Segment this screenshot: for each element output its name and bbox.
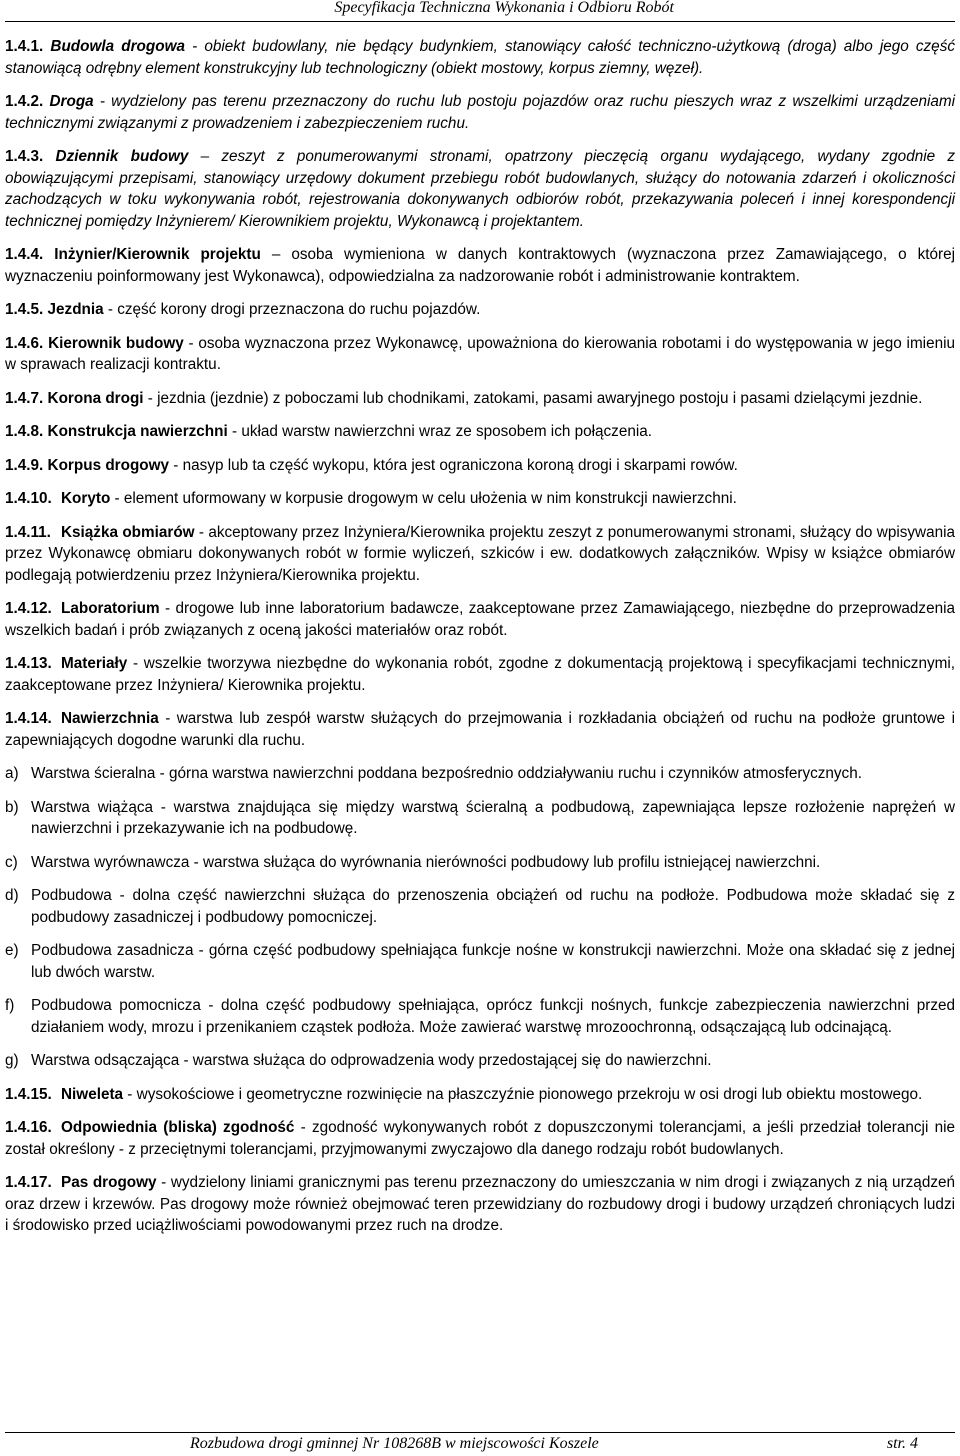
definition-item: [5, 708, 955, 751]
definition-number: 1.4.8.: [5, 423, 44, 440]
definition-item: [5, 146, 955, 232]
definition-number: 1.4.10.: [5, 490, 52, 507]
definition-item: [5, 598, 955, 641]
definition-term: Nawierzchnia: [61, 710, 159, 727]
definition-text: - układ warstw nawierzchni wraz ze sposobem ich połączenia.: [227, 423, 652, 440]
definition-item: [5, 299, 955, 321]
sublist-text: Podbudowa pomocnicza - dolna część podbudowy spełniająca, oprócz funkcji nośnych, funkcje zabezpieczenia nawierzchni przed działaniem wody, mrozu i przenikaniem cząstek podłoża. Może zawierać warstwę mrozoochronną, odsączającą lub odcinającą.: [31, 997, 955, 1036]
definition-item: [5, 1172, 955, 1237]
sublist-item: [5, 1050, 955, 1072]
definition-number: 1.4.9.: [5, 456, 44, 474]
definition-term: Korona drogi: [47, 389, 144, 407]
definition-text: - wydzielony pas terenu przeznaczony do ruchu lub postoju pojazdów oraz ruchu pieszych wraz z wszelkimi urządzeniami technicznymi związanymi z prowadzeniem i zabezpieczeniem ruchu.: [5, 93, 955, 132]
footer-project-name: Rozbudowa drogi gminnej Nr 108268B w miejscowości Koszele: [190, 1435, 599, 1452]
document-body: [5, 36, 955, 1249]
sublist-label: a): [5, 765, 19, 782]
page-header: [0, 0, 960, 30]
definition-item: [5, 522, 955, 587]
sublist-label: e): [5, 942, 19, 959]
footer-divider: [5, 1432, 955, 1433]
sublist-text: Warstwa odsączająca - warstwa służąca do odprowadzenia wody przedostającej się do nawierzchni.: [31, 1052, 712, 1069]
definition-term: Laboratorium: [61, 600, 160, 617]
definition-number: 1.4.17.: [5, 1174, 52, 1191]
sublist-label: b): [5, 798, 19, 816]
layers-sublist: [5, 763, 955, 1072]
document-title: Specyfikacja Techniczna Wykonania i Odbioru Robót: [334, 0, 674, 16]
definition-term: Droga: [49, 93, 94, 110]
definition-term: Niweleta: [61, 1085, 124, 1103]
definition-item: [5, 36, 955, 79]
definition-number: 1.4.15.: [5, 1085, 52, 1103]
definition-number: 1.4.16.: [5, 1119, 52, 1136]
sublist-label: f): [5, 997, 15, 1014]
definition-term: Materiały: [61, 655, 128, 672]
sublist-item: [5, 940, 955, 983]
definition-item: [5, 488, 955, 510]
sublist-item: [5, 852, 955, 874]
definition-item: [5, 1117, 955, 1160]
definition-term: Inżynier/Kierownik projektu: [54, 246, 261, 263]
definition-term: Dziennik budowy: [55, 148, 189, 165]
definition-text: – osoba wymieniona w danych kontraktowych (wyznaczona przez Zamawiającego, o której wyznaczeniu poinformowany jest Wykonawca), odpowiedzialna za nadzorowanie robót i administrowanie kontraktem.: [5, 246, 956, 285]
definition-text: - nasyp lub ta część wykopu, która jest ograniczona koroną drogi i skarpami rowów.: [169, 456, 738, 474]
page-footer: [0, 1432, 960, 1456]
definition-term: Budowla drogowa: [50, 38, 185, 55]
definition-text: - jezdnia (jezdnie) z poboczami lub chodnikami, zatokami, pasami awaryjnego postoju i pasami dzielącymi jezdnie.: [143, 389, 923, 407]
sublist-text: Podbudowa - dolna część nawierzchni służąca do przenoszenia obciążeń od ruchu na podłoże. Podbudowa może składać się z podbudowy zasadniczej i podbudowy pomocniczej.: [31, 887, 955, 926]
definition-number: 1.4.1.: [5, 38, 44, 55]
definition-term: Odpowiednia (bliska) zgodność: [61, 1119, 295, 1136]
definition-item: [5, 388, 955, 410]
definitions-list-bottom: [5, 1084, 955, 1237]
definition-number: 1.4.2.: [5, 93, 44, 110]
definition-number: 1.4.4.: [5, 246, 44, 263]
definition-number: 1.4.7.: [5, 389, 44, 407]
sublist-label: g): [5, 1052, 19, 1069]
definition-text: - wszelkie tworzywa niezbędne do wykonania robót, zgodne z dokumentacją projektową i specyfikacjami technicznymi, zaakceptowane przez Inżyniera/ Kierownika projektu.: [5, 655, 955, 694]
definition-text: - warstwa lub zespół warstw służących do przejmowania i rozkładania obciążeń od ruchu na podłoże gruntowe i zapewniających dogodne warunki dla ruchu.: [5, 710, 955, 749]
definition-text: - obiekt budowlany, nie będący budynkiem, stanowiący całość techniczno-użytkową (droga) albo jego część stanowiącą odrębny element konstrukcyjny lub technologiczny (obiekt mostowy, korpus ziemny, węzeł).: [5, 38, 955, 77]
sublist-item: [5, 763, 955, 785]
definition-text: - drogowe lub inne laboratorium badawcze, zaakceptowane przez Zamawiającego, niezbędne do przeprowadzenia wszelkich badań i prób związanych z oceną jakości materiałów oraz robót.: [5, 600, 955, 639]
sublist-text: Warstwa wyrównawcza - warstwa służąca do wyrównania nierówności podbudowy lub profilu istniejącej nawierzchni.: [31, 853, 821, 871]
definition-number: 1.4.3.: [5, 148, 44, 165]
definition-number: 1.4.11.: [5, 523, 51, 541]
sublist-item: [5, 885, 955, 928]
sublist-item: [5, 797, 955, 840]
sublist-text: Podbudowa zasadnicza - górna część podbudowy spełniająca funkcje nośne w konstrukcji nawierzchni. Może ona składać się z jednej lub dwóch warstw.: [31, 942, 955, 981]
sublist-label: c): [5, 853, 18, 871]
sublist-item: [5, 995, 955, 1038]
page-number: str. 4: [886, 1435, 918, 1452]
definition-item: [5, 421, 955, 443]
definition-item: [5, 653, 955, 696]
definition-term: Konstrukcja nawierzchni: [47, 423, 228, 440]
definition-text: - wysokościowe i geometryczne rozwinięcie na płaszczyźnie pionowego przekroju w osi drogi lub obiektu mostowego.: [123, 1085, 923, 1103]
definition-item: [5, 333, 955, 376]
sublist-text: Warstwa wiążąca - warstwa znajdująca się między warstwą ścieralną a podbudową, zapewniająca lepsze rozłożenie naprężeń w nawierzchni i przekazywanie ich na podbudowę.: [31, 798, 955, 837]
definition-text: - element uformowany w korpusie drogowym w celu ułożenia w nim konstrukcji nawierzchni.: [110, 490, 737, 507]
definition-text: - wydzielony liniami granicznymi pas terenu przeznaczony do umieszczania w nim drogi i związanych z nią urządzeń oraz drzew i krzewów. Pas drogowy może również obejmować teren przewidziany do rozbudowy drogi i budowy urządzeń chroniących ludzi i środowisko przed uciążliwościami powodowanymi przez ruch na drodze.: [5, 1174, 955, 1234]
definition-number: 1.4.12.: [5, 600, 52, 617]
definition-text: - osoba wyznaczona przez Wykonawcę, upoważniona do kierowania robotami i do występowania w jego imieniu w sprawach realizacji kontraktu.: [5, 334, 956, 373]
definition-text: - część korony drogi przeznaczona do ruchu pojazdów.: [103, 301, 481, 318]
definition-number: 1.4.14.: [5, 710, 52, 727]
sublist-text: Warstwa ścieralna - górna warstwa nawierzchni poddana bezpośrednio oddziaływaniu ruchu i czynników atmosferycznych.: [31, 765, 862, 782]
definition-text: - akceptowany przez Inżyniera/Kierownika projektu zeszyt z ponumerowanymi stronami, służący do wpisywania przez Wykonawcę obmiaru dokonywanych robót w formie wyliczeń, szkiców i ew. dodatkowych załączników. Wpisy w książce obmiarów podlegają potwierdzeniu przez Inżyniera/Kierownika projektu.: [5, 523, 955, 584]
definition-term: Pas drogowy: [61, 1174, 157, 1191]
definition-term: Jezdnia: [47, 301, 104, 318]
definitions-list-top: [5, 36, 955, 751]
definition-term: Koryto: [61, 490, 111, 507]
definition-item: [5, 91, 955, 134]
header-divider: [5, 21, 955, 22]
definition-term: Korpus drogowy: [47, 456, 170, 474]
definition-item: [5, 244, 955, 287]
definition-item: [5, 455, 955, 477]
sublist-label: d): [5, 887, 19, 904]
definition-number: 1.4.6.: [5, 334, 44, 352]
definition-text: – zeszyt z ponumerowanymi stronami, opatrzony pieczęcią organu wydającego, wydany zgodnie z obowiązującymi przepisami, stanowiący urzędowy dokument przebiegu robót budowlanych, służący do notowania zdarzeń i okoliczności zachodzących w toku wykonywania robót, rejestrowania dokonywanych odbiorów robót, przekazywania poleceń i innej korespondencji technicznej pomiędzy Inżynierem/ Kierownikiem projektu, Wykonawcą i projektantem.: [5, 148, 955, 230]
definition-term: Kierownik budowy: [48, 334, 184, 352]
definition-number: 1.4.5.: [5, 301, 44, 318]
definition-item: [5, 1084, 955, 1106]
definition-term: Książka obmiarów: [61, 523, 195, 541]
definition-number: 1.4.13.: [5, 655, 52, 672]
definition-text: - zgodność wykonywanych robót z dopuszczonymi tolerancjami, a jeśli przedział tolerancji nie został określony - z przeciętnymi tolerancjami, przyjmowanymi zwyczajowo dla danego rodzaju robót budowlanych.: [5, 1119, 955, 1158]
